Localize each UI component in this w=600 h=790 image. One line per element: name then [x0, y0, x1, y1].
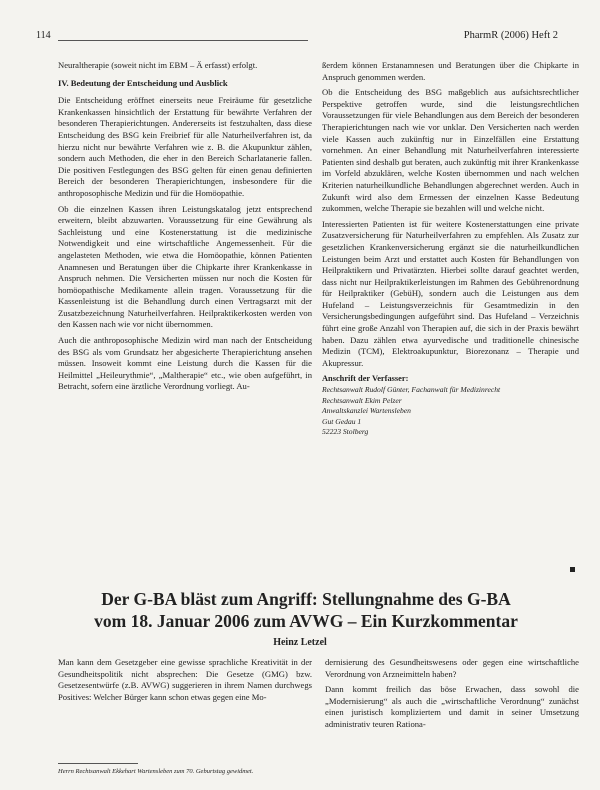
intro-paragraph: Neuraltherapie (soweit nicht im EBM – Ä erfasst) erfolgt.	[58, 60, 258, 70]
end-of-article-mark	[570, 567, 575, 572]
journal-header: PharmR (2006) Heft 2	[463, 30, 558, 41]
body-paragraph: ßerdem können Erstanamnesen und Beratungen über die Chipkarte in Anspruch genommen werden.	[322, 60, 579, 82]
address-line: 52223 Stolberg	[322, 427, 369, 437]
article-title	[36, 588, 576, 632]
body-paragraph: Auch die anthroposophische Medizin wird man nach der Entscheidung des BSG als vom Grundsatz her abgesicherte Therapierichtung ansehen müssen. Insoweit kommt eine Leistung durch die Kassen für die Heilmittel „Heileurythmie“, „Maltherapie“ etc., wie oben aufgeführt, in Betracht, sofern eine ärztliche Verordnung vorliegt. Au-	[58, 335, 312, 392]
left-column	[58, 60, 312, 397]
address-line: Gut Gedau 1	[322, 416, 362, 426]
address-line: Rechtsanwalt Ekim Pelzer	[322, 395, 402, 405]
section-heading: IV. Bedeutung der Entscheidung und Ausblick	[58, 77, 228, 88]
right-column	[322, 60, 579, 438]
body-paragraph: Ob die einzelnen Kassen ihren Leistungskatalog jetzt entsprechend erweitern, bleibt abzuwarten. Voraussetzung für eine Gewährung als Sachleistung und eine Kostenerstattung ist die medizinische Notwendigkeit und eine wirtschaftliche Angemessenheit. Für die angelasteten Methoden, wie etwa die Homöopathie, können Patienten Anamnesen und Beratungen über die Chipkarte ihrer Krankenkasse in Anspruch nehmen. Die Versicherten müssen nur noch die Kosten für homöopathische Medikamente allein tragen. Voraussetzung für die Kassenleistung ist die Behandlung durch einen Vertragsarzt mit der Zusatzbezeichnung Naturheilverfahren. Heilpraktikerkosten werden von den Kassen nach wie vor nicht übernommen.	[58, 203, 312, 330]
body-paragraph: Interessierten Patienten ist für weitere Kostenerstattungen eine private Zusatzversicherung für Naturheilverfahren zu empfehlen. Als Zusatz zur gesetzlichen Krankenversicherung ergänzt sie die naturheilkundlichen Leistungen beim Arzt und erstattet auch Kosten für Behandlungen von Heilpraktikern und Privatärzten. Hierbei sollte darauf geachtet werden, dass nicht nur Heilpraktikerleistungen im Rahmen des Gebührenordnung für Heilpraktiker (GebüH), sondern auch die Leistungen aus dem Hufeland – Leistungsverzeichnis für Gesamtmedizin in den Versicherungsbedingungen aufgeführt sind. Das Hufeland – Verzeichnis führt eine große Anzahl von Therapien auf, die sich in der Praxis bewährt haben. Dazu zählen etwa ayurvedische und traditionelle chinesische Medizin (TCM), Elektroakupunktur, Biorezonanz – Therapie und Akupressur.	[322, 218, 579, 368]
body-paragraph: Dann kommt freilich das böse Erwachen, dass sowohl die „Modernisierung“ als auch die „wirtschaftliche Verordnung“ zunächst einen juristisch kompliziertem und damit in seiner Umsetzung administrativ teuren Rationa-	[325, 684, 579, 729]
article-left-column	[58, 657, 312, 707]
author-address	[322, 385, 579, 438]
body-paragraph: Die Entscheidung eröffnet einerseits neue Freiräume für gesetzliche Krankenkassen hinsichtlich der Erstattung für bewährte Verfahren der besonderen Therapierichtungen. Andererseits ist festzuhalten, dass diese Entscheidung des BSG kein Freibrief für alle Naturheilverfahren ist, da hierzu nicht nur bewährte Verfahren wie z. B. die Akupunktur zählen, sondern auch Methoden, die eher in den Bereich Scharlatanerie fallen. Die positiven Festlegungen des BSG gelten für einen genau definierten Bereich der besonderen Therapierichtungen, insbesondere für die anthroposophische Medizin und für die Homöopathie.	[58, 95, 312, 198]
footnote-rule	[58, 763, 138, 764]
article-title-line: Der G-BA bläst zum Angriff: Stellungnahme des G-BA	[101, 589, 511, 609]
body-paragraph: Ob die Entscheidung des BSG maßgeblich aus aufsichtsrechtlicher Perspektive getroffen wurde, sind die leistungsrechtlichen Voraussetzungen für viele Behandlungen aus dem Bereich der besonderen Therapierichtungen nach wie vor unklar. Den Versicherten nach werden viele Kassen auch zukünftig nur in Einzelfällen eine Erstattung vornehmen. An einer Behandlung mit Naturheilverfahren interessierte Patienten sind deshalb gut beraten, auch zukünftig mit ihrer Krankenkasse im Vorfeld abzuklären, welche Kosten übernommen und nach welchen Kriterien naturheilkundliche Behandlungen abgerechnet werden. Auch in Zukunft wird also dem Ermessen der einzelnen Kasse Bedeutung zukommen, welche Therapie sie bezahlen will und welche nicht.	[322, 87, 579, 214]
article-right-column	[325, 657, 579, 735]
header-rule	[58, 40, 308, 42]
article-author: Heinz Letzel	[273, 637, 327, 648]
body-paragraph: dernisierung des Gesundheitswesens oder gegen eine wirtschaftliche Verordnung von Arzneimitteln haben?	[325, 657, 579, 679]
article-title-line: vom 18. Januar 2006 zum AVWG – Ein Kurzkommentar	[94, 611, 518, 631]
address-line: Anwaltskanzlei Wartensleben	[322, 406, 411, 416]
author-address-label: Anschrift der Verfasser:	[322, 374, 409, 384]
body-paragraph: Man kann dem Gesetzgeber eine gewisse sprachliche Kreativität in der Gesundheitspolitik nicht absprechen: Die Gesetze (GMG) bzw. Gesetzesentwürfe (z.B. AVWG) suggerieren in ihrem Namen durchwegs Positives: Welcher Bürger kann schon etwas gegen eine Mo-	[58, 657, 312, 702]
page-number: 114	[36, 30, 51, 41]
footnote: Herrn Rechtsanwalt Ekkehart Wartensleben zum 70. Geburtstag gewidmet.	[58, 768, 254, 775]
address-line: Rechtsanwalt Rudolf Günter, Fachanwalt für Medizinrecht	[322, 385, 501, 395]
